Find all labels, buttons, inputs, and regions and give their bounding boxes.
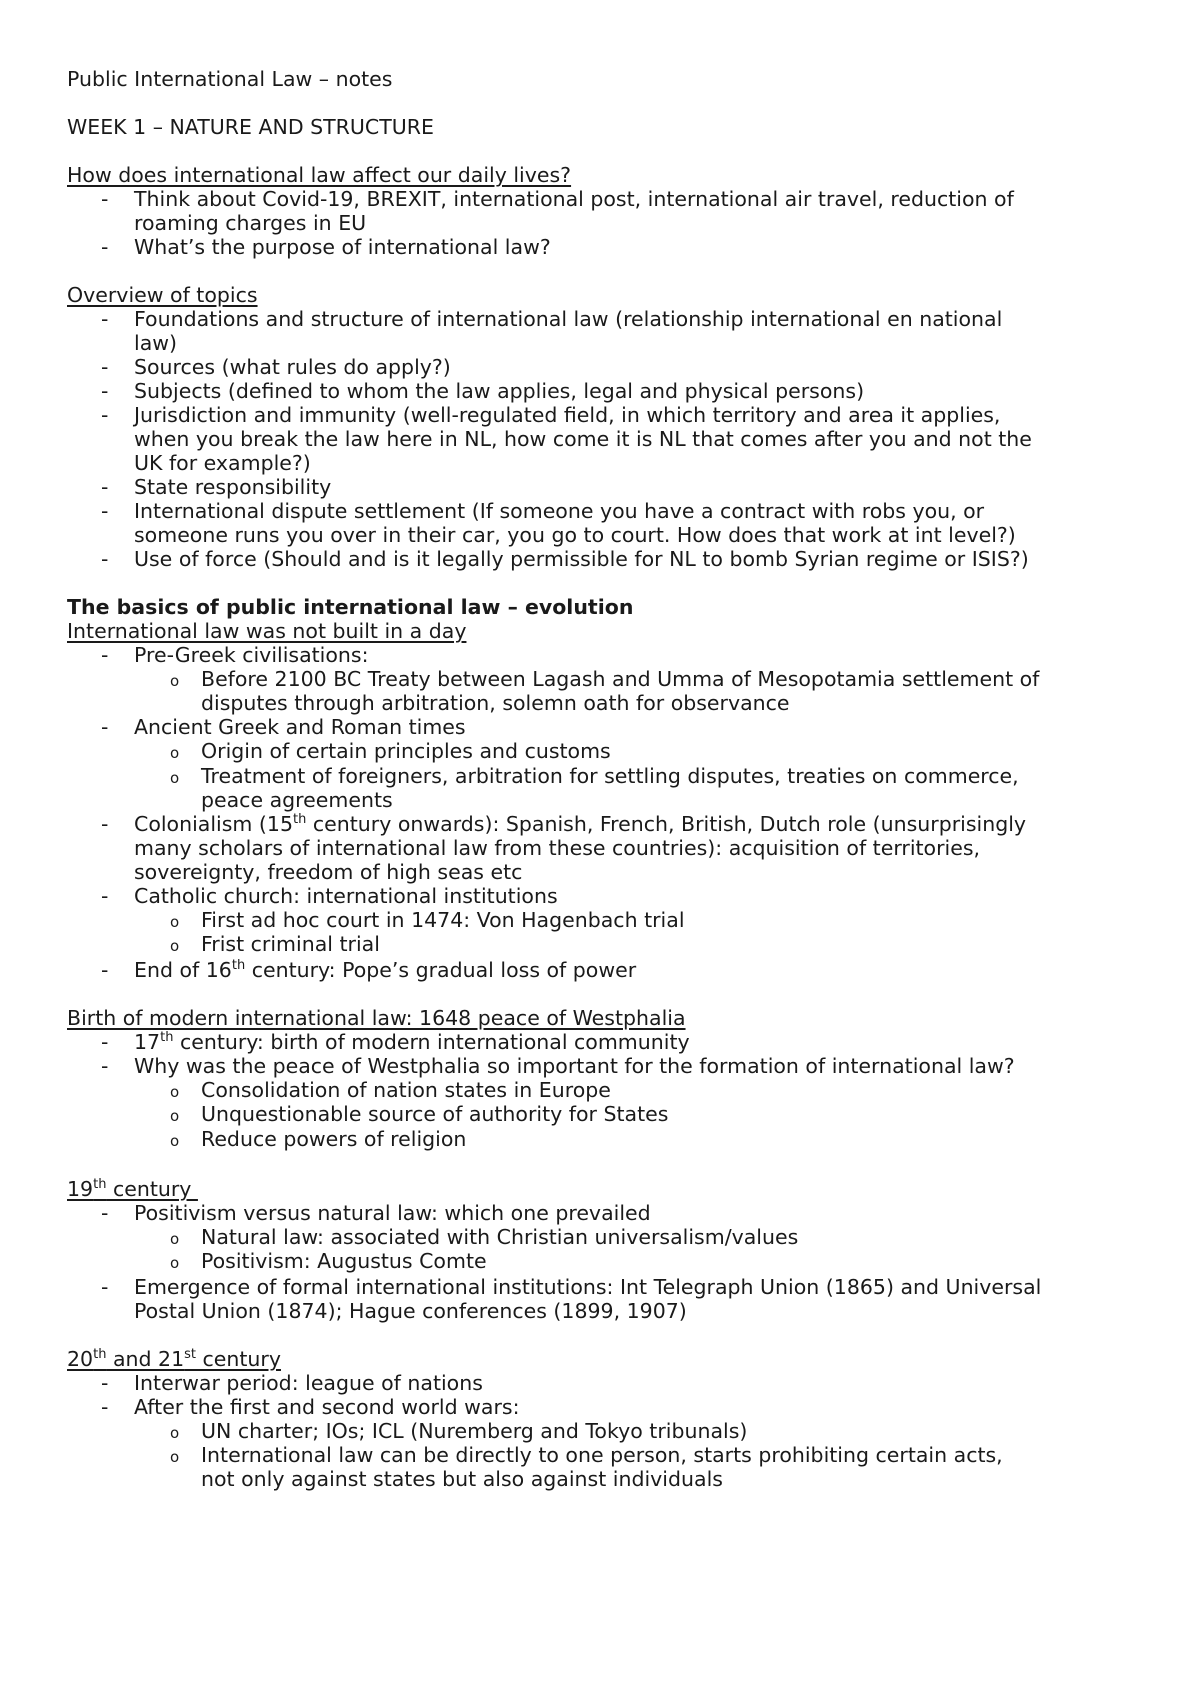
list-item: Interwar period: league of nations [134,1371,483,1395]
sub-bullet-circle: o [170,672,180,690]
sub-bullet-circle: o [170,1107,180,1125]
list-item-continued: someone runs you over in their car, you go to court. How does that work at int level?) [134,523,1016,547]
sub-list-item: International law can be directly to one person, starts prohibiting certain acts, [201,1443,1003,1467]
bullet-dash: - [101,1030,109,1054]
text-run: Colonialism (15 [134,812,293,836]
superscript: th [93,1177,107,1192]
sub-bullet-circle: o [170,744,180,762]
sub-bullet-circle: o [170,1230,180,1248]
bullet-dash: - [101,547,109,571]
sub-bullet-circle: o [170,1083,180,1101]
text-run: century onwards): Spanish, French, British, Dutch role (unsurprisingly [306,812,1027,836]
list-item: State responsibility [134,475,332,499]
superscript: th [160,1030,174,1045]
sub-list-item: Natural law: associated with Christian universalism/values [201,1225,799,1249]
week-heading: WEEK 1 – NATURE AND STRUCTURE [67,115,434,139]
section-heading-daily-lives: How does international law affect our daily lives? [67,163,572,187]
sub-bullet-circle: o [170,913,180,931]
list-item-continued: when you break the law here in NL, how come it is NL that comes after you and not the [134,427,1032,451]
sub-bullet-circle: o [170,1132,180,1150]
text-run: 20 [67,1347,94,1371]
text-run: and 21 [106,1347,185,1371]
list-item: Ancient Greek and Roman times [134,715,466,739]
bullet-dash: - [101,355,109,379]
sub-list-item: Treatment of foreigners, arbitration for settling disputes, treaties on commerce, [201,764,1019,788]
sub-list-item-continued: peace agreements [201,788,393,812]
list-item [134,957,636,983]
bullet-dash: - [101,715,109,739]
superscript: st [184,1347,196,1362]
bullet-dash: - [101,403,109,427]
sub-bullet-circle: o [170,1424,180,1442]
superscript: th [93,1347,107,1362]
sub-list-item: Unquestionable source of authority for States [201,1102,669,1126]
section-heading-westphalia: Birth of modern international law: 1648 peace of Westphalia [67,1006,686,1030]
list-item: Think about Covid-19, BREXIT, international post, international air travel, reduction of [134,187,1014,211]
list-item: Sources (what rules do apply?) [134,355,451,379]
bullet-dash: - [101,1275,109,1299]
list-item: Pre-Greek civilisations: [134,643,369,667]
bullet-dash: - [101,307,109,331]
superscript: th [231,958,246,973]
bullet-dash: - [101,499,109,523]
bullet-dash: - [101,643,109,667]
list-item-continued: many scholars of international law from these countries): acquisition of territories, [134,836,981,860]
sub-list-item: Reduce powers of religion [201,1127,467,1151]
bullet-dash: - [101,379,109,403]
text-run: century: birth of modern international community [173,1030,690,1054]
text-run: century [106,1177,198,1201]
list-item-continued: UK for example?) [134,451,311,475]
sub-list-item-continued: disputes through arbitration, solemn oath for observance [201,691,790,715]
section-heading-overview: Overview of topics [67,283,258,307]
section-heading-20th-21st-century [67,1346,281,1372]
list-item: International dispute settlement (If someone you have a contract with robs you, or [134,499,985,523]
sub-list-item: Frist criminal trial [201,932,380,956]
bold-section-heading: The basics of public international law – evolution [67,595,634,619]
text-run: 19 [67,1177,94,1201]
list-item: After the first and second world wars: [134,1395,520,1419]
sub-list-item: First ad hoc court in 1474: Von Hagenbach trial [201,908,685,932]
document-title: Public International Law – notes [67,67,393,91]
list-item: Use of force (Should and is it legally permissible for NL to bomb Syrian regime or ISIS?) [134,547,1029,571]
sub-bullet-circle: o [170,937,180,955]
superscript: th [293,812,307,827]
text-run: 17 [134,1030,161,1054]
bullet-dash: - [101,475,109,499]
sub-list-item: UN charter; IOs; ICL (Nuremberg and Tokyo tribunals) [201,1419,748,1443]
sub-list-item: Before 2100 BC Treaty between Lagash and Umma of Mesopotamia settlement of [201,667,1040,691]
sub-bullet-circle: o [170,1448,180,1466]
sub-bullet-circle: o [170,1254,180,1272]
sub-list-item-continued: not only against states but also against individuals [201,1467,723,1491]
list-item: Catholic church: international institutions [134,884,558,908]
bullet-dash: - [101,235,109,259]
list-item: Positivism versus natural law: which one prevailed [134,1201,651,1225]
bullet-dash: - [101,812,109,836]
text-run: End of 16 [134,958,232,982]
bullet-dash: - [101,1395,109,1419]
list-item-continued: roaming charges in EU [134,211,367,235]
list-item-continued: Postal Union (1874); Hague conferences (1899, 1907) [134,1299,687,1323]
bullet-dash: - [101,884,109,908]
text-run: century [196,1347,281,1371]
list-item [134,811,1026,837]
bullet-dash: - [101,1201,109,1225]
bullet-dash: - [101,1054,109,1078]
section-heading-not-built-in-a-day: International law was not built in a day [67,619,467,643]
list-item: What’s the purpose of international law? [134,235,551,259]
sub-list-item: Positivism: Augustus Comte [201,1249,487,1273]
list-item-continued: sovereignty, freedom of high seas etc [134,860,523,884]
list-item-continued: law) [134,331,178,355]
bullet-dash: - [101,1371,109,1395]
list-item: Why was the peace of Westphalia so important for the formation of international law? [134,1054,1015,1078]
bullet-dash: - [101,187,109,211]
list-item: Foundations and structure of international law (relationship international en national [134,307,1003,331]
list-item: Subjects (defined to whom the law applies, legal and physical persons) [134,379,865,403]
text-run: century: Pope’s gradual loss of power [245,958,637,982]
section-heading-19th-century [67,1176,198,1202]
sub-bullet-circle: o [170,769,180,787]
sub-list-item: Origin of certain principles and customs [201,739,611,763]
bullet-dash: - [101,958,109,982]
list-item: Jurisdiction and immunity (well-regulated field, in which territory and area it applies, [134,403,1001,427]
list-item [134,1029,690,1055]
sub-list-item: Consolidation of nation states in Europe [201,1078,611,1102]
list-item: Emergence of formal international institutions: Int Telegraph Union (1865) and Universal [134,1275,1042,1299]
